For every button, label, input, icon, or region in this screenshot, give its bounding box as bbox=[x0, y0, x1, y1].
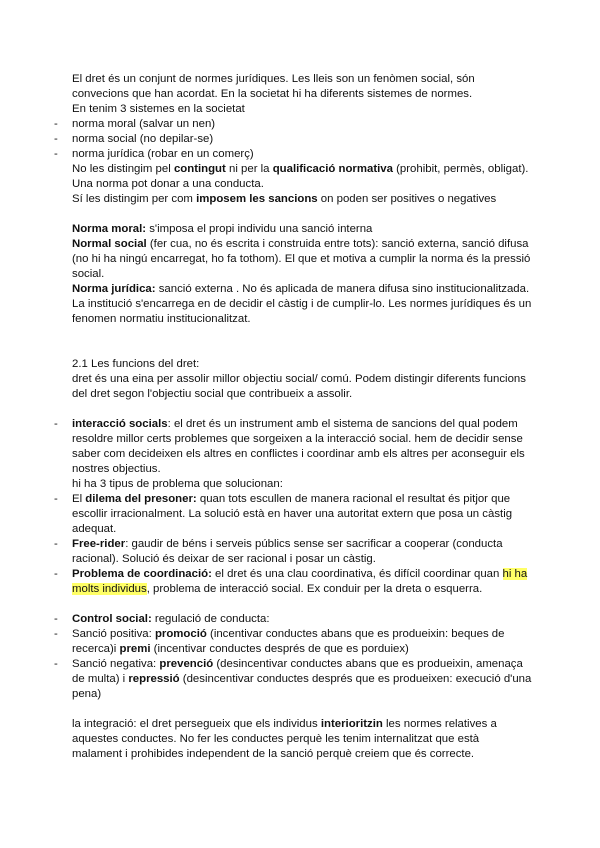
integracio-paragraph: la integració: el dret persegueix que els individus interioritzin les normes relatives a aquestes conductes. No fer les conductes perquè les tenim internalitzat que està malament i prohibides independent de la sanció perquè creiem que és correcte. bbox=[72, 718, 497, 760]
section-heading: 2.1 Les funcions del dret: bbox=[72, 358, 200, 370]
norma-juridica: Norma jurídica: sanció externa . No és aplicada de manera difusa sino institucionalitzada. La institució s'encarrega en de decidir el càstig i de cumplir-lo. Les normes jurídiques és un fenomen normatiu institucionalitzat. bbox=[72, 283, 532, 325]
sanctions-list bbox=[72, 627, 532, 702]
norm-systems-list bbox=[72, 117, 532, 162]
list-item: - norma social (no depilar-se) bbox=[72, 132, 532, 147]
functions-list bbox=[72, 417, 532, 702]
function-control-social: - Control social: regulació de conducta: - Sanció positiva: promoció (incentivar conductes abans que es produeixin: beques de recerca)i premi (incentivar conductes després de que es porduiex) - Sanció negativa: prevenció (desincentivar conductes abans que es produeixin, amenaça de multa) i repressió (desincentivar conductes després que es produeixen: execució d'una pena) bbox=[72, 612, 532, 702]
norma-moral: Norma moral: s'imposa el propi individu una sanció interna bbox=[72, 223, 373, 235]
list-item: - Sanció negativa: prevenció (desincentivar conductes abans que es produeixin, amenaça de multa) i repressió (desincentivar conductes després que es produeixen: execució d'una pena) bbox=[72, 657, 532, 702]
distinction-line-3: Sí les distingim per com imposem les sancions on poden ser positives o negatives bbox=[72, 193, 497, 205]
list-item: - Sanció positiva: promoció (incentivar conductes abans que es produeixin: beques de recerca)i premi (incentivar conductes després de que es porduiex) bbox=[72, 627, 532, 657]
list-item: - norma jurídica (robar en un comerç) bbox=[72, 147, 532, 162]
problem-types-list bbox=[72, 492, 532, 597]
document-page bbox=[72, 72, 532, 762]
list-item: - norma moral (salvar un nen) bbox=[72, 117, 532, 132]
section-intro: dret és una eina per assolir millor objectiu social/ comú. Podem distingir diferents funcions del dret segon l'objectiu social que contribueix a assolir. bbox=[72, 373, 526, 400]
function-interaccio: - interacció socials: el dret és un instrument amb el sistema de sancions del qual podem resoldre millor certs problemes que sorgeixen a la interacció social. hem de decidir sense saber com decideixen els altres en conflictes i coordinar amb els altres per aconseguir els nostres objectius. hi ha 3 tipus de problema que solucionan: - El dilema del presoner: quan tots escullen de manera racional el resultat és pitjor que escollir irracionalment. La solució està en haver una autoritat extern que posa un càstig adequat. - Free-rider: gaudir de béns i serveis públics sense ser sacrificar a cooperar (conducta racional). Solució és deixar de ser racional i posar un càstig. - Problema de coordinació: el dret és una clau coordinativa, és difícil coordinar quan hi ha molts individus, problema de interacció social. Ex conduir per la dreta o esquerra. bbox=[72, 417, 532, 612]
norma-social: Normal social (fer cua, no és escrita i construida entre tots): sanció externa, sanció difusa (no hi ha ningú encarregat, ho fa tothom). El que et motiva a cumplir la norma és la pressió social. bbox=[72, 238, 531, 280]
intro-paragraph: El dret és un conjunt de normes jurídiques. Les lleis son un fenòmen social, són convecions que han acordat. En la societat hi ha diferents sistemes de normes. bbox=[72, 73, 475, 100]
distinction-line-2: Una norma pot donar a una conducta. bbox=[72, 178, 264, 190]
list-item: - Free-rider: gaudir de béns i serveis públics sense ser sacrificar a cooperar (conducta racional). Solució és deixar de ser racional i posar un càstig. bbox=[72, 537, 532, 567]
intro-systems: En tenim 3 sistemes en la societat bbox=[72, 103, 245, 115]
list-item: - El dilema del presoner: quan tots escullen de manera racional el resultat és pitjor que escollir irracionalment. La solució està en haver una autoritat extern que posa un càstig adequat. bbox=[72, 492, 532, 537]
distinction-line-1: No les distingim pel contingut ni per la qualificació normativa (prohibit, permès, obligat). bbox=[72, 163, 529, 175]
highlighted-text: hi ha molts individus bbox=[72, 568, 528, 595]
list-item: - Problema de coordinació: el dret és una clau coordinativa, és difícil coordinar quan hi ha molts individus, problema de interacció social. Ex conduir per la dreta o esquerra. bbox=[72, 567, 532, 597]
